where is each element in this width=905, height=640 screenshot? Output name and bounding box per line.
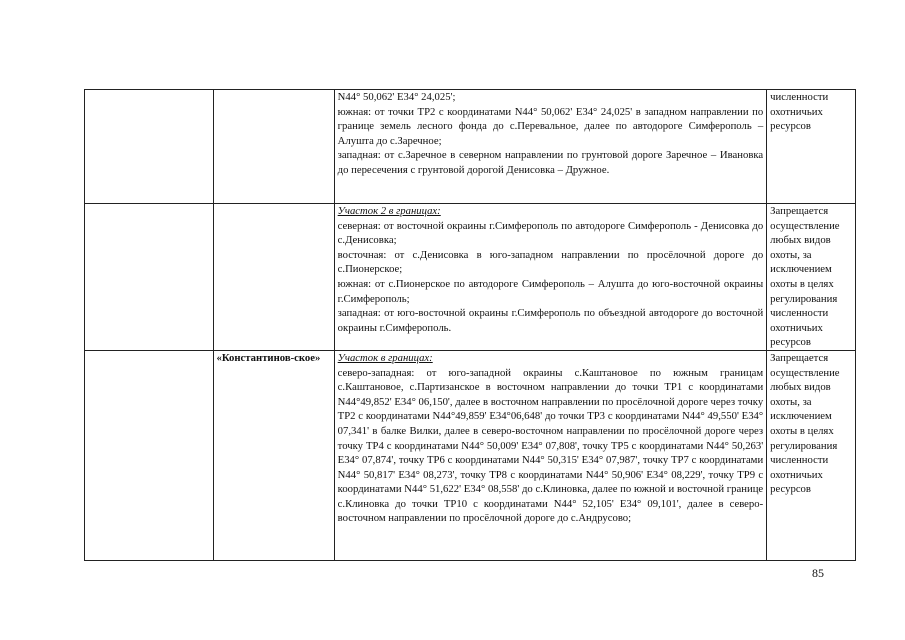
boundary-paragraph: N44° 50,062' E34° 24,025'; bbox=[337, 91, 456, 103]
ground-name-cell bbox=[213, 90, 334, 204]
heading-paragraph bbox=[338, 351, 764, 366]
table-row bbox=[85, 90, 856, 204]
section-heading: Участок в границах: bbox=[337, 351, 433, 364]
note-line: ресурсов bbox=[770, 483, 811, 496]
heading-paragraph bbox=[338, 204, 764, 219]
empty-cell bbox=[85, 350, 214, 560]
note-line: исключением bbox=[770, 263, 832, 276]
note-line: регулирования bbox=[770, 439, 838, 452]
page-number: 85 bbox=[812, 566, 824, 580]
note-line: численности bbox=[770, 307, 829, 320]
restriction-note-cell bbox=[767, 204, 856, 351]
empty-cell bbox=[85, 90, 214, 204]
boundary-paragraph: восточная: от с.Денисовка в юго-западном направлении по просёлочной дороге до с.Пионерское; bbox=[337, 248, 764, 276]
ground-name-cell: «Константинов-ское» bbox=[213, 350, 334, 560]
section-heading: Участок 2 в границах: bbox=[337, 205, 441, 217]
note-line: осуществление bbox=[770, 366, 840, 379]
note-line: охоты в целях bbox=[770, 277, 834, 290]
note-line: охотничьих bbox=[770, 468, 823, 481]
note-line: Запрещается bbox=[770, 205, 829, 217]
note-line: численности bbox=[770, 91, 829, 103]
note-line: исключением bbox=[770, 410, 832, 423]
boundary-description-cell bbox=[334, 350, 767, 560]
hunting-grounds-table bbox=[84, 89, 856, 561]
note-line: охоты, за bbox=[770, 248, 812, 261]
restriction-note-cell bbox=[767, 90, 856, 204]
table-row bbox=[85, 350, 856, 560]
note-line: ресурсов bbox=[770, 120, 811, 133]
boundary-description-cell bbox=[334, 90, 767, 204]
note-line: Запрещается bbox=[770, 351, 829, 364]
boundary-paragraph: северо-западная: от юго-западной окраины с.Каштановое по южным границам с.Каштановое, с.Партизанское в восточном направлении до точки ТР1 с координатами N44°49,852' E34° 06,150', далее в восточном направлении по просёлочной дороге через точку ТР2 с координатами N44°49,859' E34°06,648' до точки ТР3 с координатами N44° 49,550' E34° 07,341' в балке Вилки, далее в северо-восточном направлении по просёлочной дороге через точку ТР4 с координатами N44° 50,009' E34° 07,808', точку ТР5 с координатами N44° 50,263' E34° 07,874', точку ТР6 с координатами N44° 50,315' E34° 07,987', точку ТР7 с координатами N44° 50,817' E34° 08,273', точку ТР8 с координатами N44° 50,906' E34° 08,229', точку ТР9 с координатами N44° 51,622' E34° 08,558' до с.Клиновка, далее по южной и восточной границе с.Клиновка до точки ТР10 с координатами N44° 52,105' E34° 09,101', далее в северо-восточном направлении по просёлочной дороге до с.Андрусово; bbox=[337, 366, 764, 525]
note-line: ресурсов bbox=[770, 336, 811, 349]
boundary-paragraph: западная: от юго-восточной окраины г.Симферополь по объездной автодороге до восточной окраины г.Симферополь. bbox=[337, 307, 764, 334]
note-line: любых видов bbox=[770, 234, 831, 247]
note-line: численности bbox=[770, 454, 829, 467]
boundary-paragraph: южная: от с.Пионерское по автодороге Симферополь – Алушта до юго-восточной окраины г.Симферополь; bbox=[337, 277, 764, 305]
note-line: осуществление bbox=[770, 219, 840, 232]
boundary-description-cell bbox=[334, 204, 767, 351]
table-body bbox=[85, 90, 856, 561]
boundary-paragraph: южная: от точки ТР2 с координатами N44° 50,062' E34° 24,025' в западном направлении по границе земель лесного фонда до с.Перевальное, далее по автодороге Симферополь – Алушта до с.Заречное; bbox=[337, 105, 764, 147]
note-line: охоты, за bbox=[770, 395, 812, 408]
boundary-paragraph: западная: от с.Заречное в северном направлении по грунтовой дороге Заречное – Ивановка до пересечения с грунтовой дорогой Денисовка – Дружное. bbox=[337, 149, 764, 176]
table-row bbox=[85, 204, 856, 351]
boundary-paragraph: северная: от восточной окраины г.Симферополь по автодороге Симферополь - Денисовка до с.Денисовка; bbox=[337, 219, 764, 247]
note-line: охотничьих bbox=[770, 105, 823, 118]
empty-cell bbox=[85, 204, 214, 351]
restriction-note-cell bbox=[767, 350, 856, 560]
note-line: регулирования bbox=[770, 292, 838, 305]
note-line: охоты в целях bbox=[770, 424, 834, 437]
note-line: любых видов bbox=[770, 381, 831, 394]
note-line: охотничьих bbox=[770, 321, 823, 334]
ground-name-cell bbox=[213, 204, 334, 351]
